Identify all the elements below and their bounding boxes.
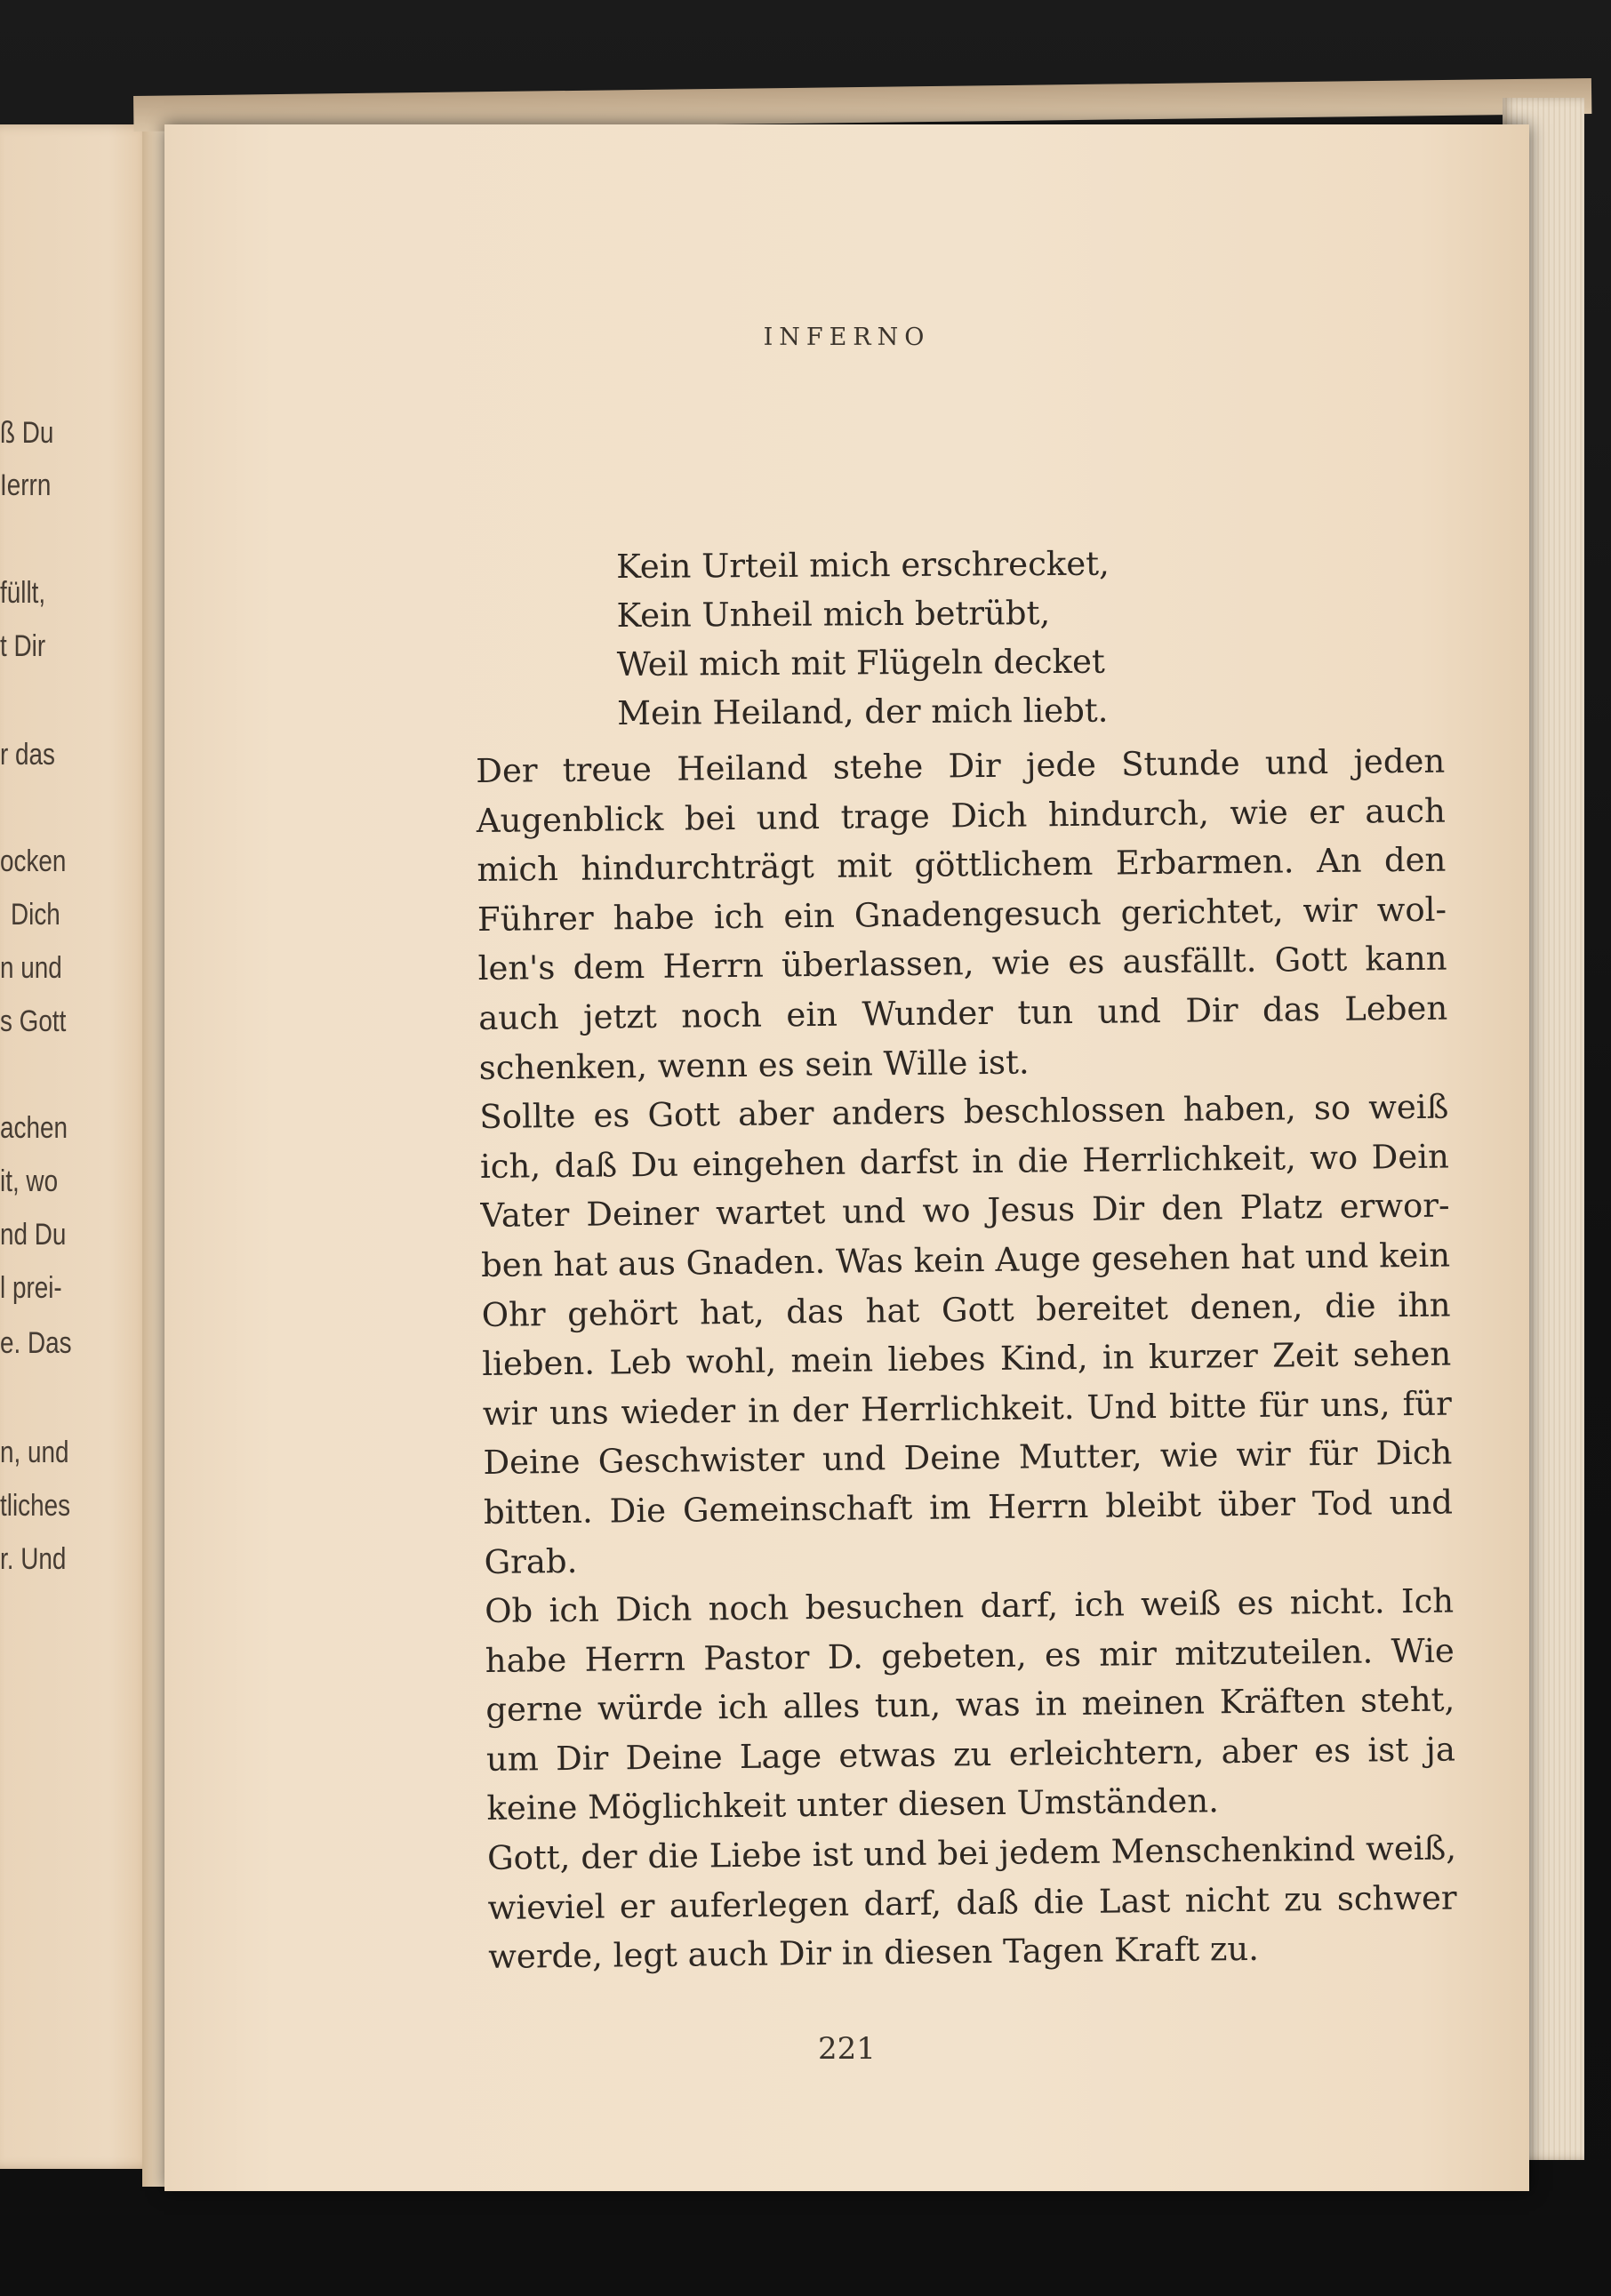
page-number: 221 <box>818 2031 876 2067</box>
running-head: INFERNO <box>763 324 931 351</box>
left-page-fragment: n und <box>0 951 62 985</box>
left-page-fragment: e. Das <box>0 1326 72 1360</box>
paragraph: Sollte es Gott aber anders beschlossen haben, so weiß ich, daß Du eingehen darfst in die Herrlichkeit, wo Dein Vater Deiner wartet und wo Jesus Dir den Platz erwor-ben hat aus Gnaden. Was kein Auge gesehen hat und kein Ohr gehört hat, das hat Gott bereitet denen, die ihn lieben. Leb wohl, mein liebes Kind, in kurzer Zeit sehen wir uns wieder in der Herrlichkeit. Und bitte für uns, für Deine Geschwister und Deine Mutter, wie wir für Dich bitten. Die Gemeinschaft im Herrn bleibt über Tod und Grab. <box>479 1087 1454 1581</box>
left-page-fragment: n, und <box>0 1436 69 1469</box>
verse <box>616 540 1110 738</box>
left-page-fragment: Ierrn <box>0 468 52 502</box>
left-page-fragment: achen <box>0 1111 68 1145</box>
left-page-fragment: l prei- <box>0 1271 62 1305</box>
left-page-fragment: r das <box>0 738 55 772</box>
left-page-fragment: s Gott <box>0 1004 67 1038</box>
left-page <box>0 124 156 2169</box>
paragraph: Der treue Heiland stehe Dir jede Stunde und jeden Augenblick bei und trage Dich hindurch, wie er auch mich hindurchträgt mit göttlichem Erbarmen. An den Führer habe ich ein Gnadengesuch gerichtet, wir wol-len's dem Herrn überlassen, wie es ausfällt. Gott kann auch jetzt noch ein Wunder tun und Dir das Leben schenken, wenn es sein Wille ist. <box>476 741 1448 1087</box>
left-page-fragment: tliches <box>0 1489 71 1523</box>
left-page-fragment: füllt, <box>0 576 46 610</box>
left-page-fragment: Dich <box>11 898 60 932</box>
verse-line: Kein Unheil mich betrübt, <box>616 594 1051 635</box>
left-page-fragment: ß Du <box>0 416 54 450</box>
left-page-fragment: t Dir <box>0 629 46 663</box>
verse-line: Kein Urteil mich erschrecket, <box>616 544 1110 586</box>
right-page <box>164 124 1529 2191</box>
left-page-fragment: nd Du <box>0 1218 67 1252</box>
left-page-fragment: it, wo <box>0 1164 59 1198</box>
left-page-fragment: r. Und <box>0 1542 67 1576</box>
verse-line: Mein Heiland, der mich liebt. <box>617 691 1109 732</box>
left-page-fragment: ocken <box>0 844 67 878</box>
paragraph: Gott, der die Liebe ist und bei jedem Menschenkind weiß, wieviel er auferlegen darf, daß die Last nicht zu schwer werde, legt auch Dir in diesen Tagen Kraft zu. <box>486 1828 1457 1977</box>
verse-line: Weil mich mit Flügeln decket <box>616 642 1105 684</box>
paragraph: Ob ich Dich noch besuchen darf, ich weiß es nicht. Ich habe Herrn Pastor D. gebeten, es mir mitzuteilen. Wie gerne würde ich alles tun, was in meinen Kräften steht, um Dir Deine Lage etwas zu erleichtern, aber es ist ja keine Möglichkeit unter diesen Umständen. <box>484 1581 1456 1828</box>
body-text <box>476 737 1457 1982</box>
